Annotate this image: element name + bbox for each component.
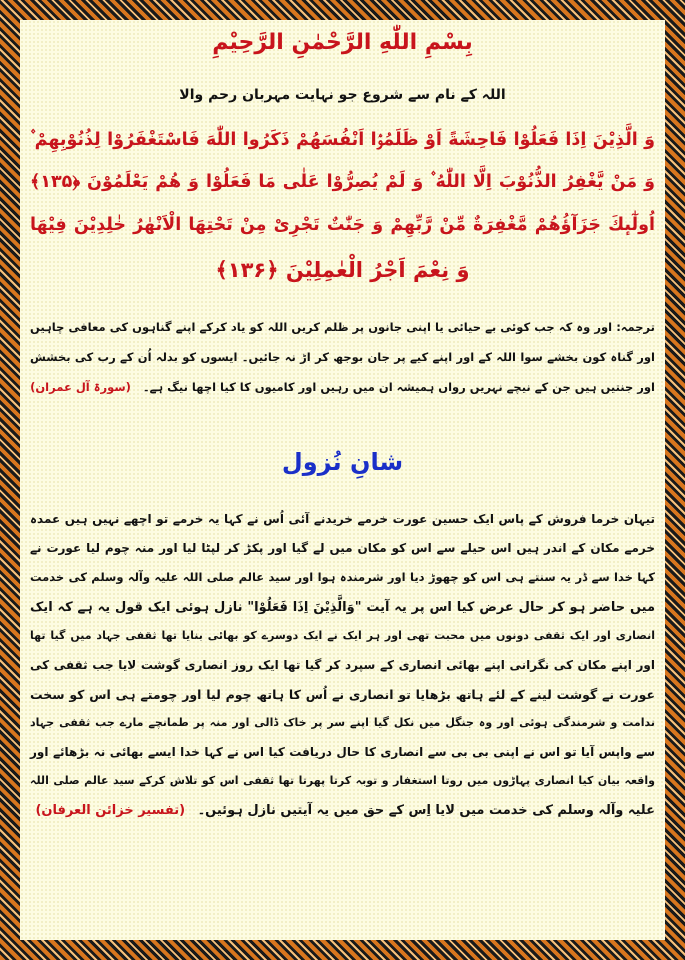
body-line: تیہان خرما فروش کے پاس ایک حسین عورت خرمے خریدنے آئی اُس نے کہا یہ خرمے تو اچھے نہیں ہیں عمدہ	[30, 512, 655, 526]
section-heading: شانِ نُزول	[281, 448, 404, 476]
translation-line: اور گناہ کون بخشے سوا اللہ کے اور اپنے کیے پر جان بوجھ کر اڑ نہ جائیں۔ ایسوں کو بدلہ اُن کے رب کی بخشش	[30, 350, 655, 364]
body-line-last	[30, 803, 655, 818]
body-source: (تفسیر خزائن العرفان)	[35, 803, 186, 818]
translation-line-last	[30, 380, 655, 394]
body-line: ندامت و شرمندگی ہوئی اور وہ جنگل میں نکل گیا اپنے سر پر خاک ڈالی اور منہ پر طمانچے مارے جب ثقفی جہاد	[30, 716, 655, 729]
body-line: اور اپنے مکان کی نگرانی اپنے بھائی انصاری کے سپرد کر گیا تھا ایک روز انصاری گوشت لایا جب ثقفی کی	[30, 658, 655, 672]
bismillah: بِسْمِ اللّٰهِ الرَّحْمٰنِ الرَّحِیْمِ	[212, 30, 473, 55]
body-line: انصاری اور ایک ثقفی دونوں میں محبت تھی اور ہر ایک نے ایک دوسرے کو بھائی بنایا تھا ثقفی جہاد میں گیا تھا	[30, 629, 655, 642]
body-line: سے واپس آیا تو اس نے اپنی بی بی سے انصاری کا حال دریافت کیا اس نے کہا خدا ایسے بھائی نہ بڑھائے اور	[30, 745, 655, 759]
body-line: خرمے مکان کے اندر ہیں اس حیلے سے اس کو مکان میں لے گیا اور پکڑ کر لپٹا لیا اور منہ چوم لیا عورت نے	[30, 541, 655, 555]
translation-text: اور جنتیں ہیں جن کے نیچے نہریں رواں ہمیشہ ان میں رہیں اور کامیوں کا کیا اچھا نیگ ہے۔	[142, 380, 655, 394]
verse-line: وَ الَّذِیْنَ اِذَا فَعَلُوْا فَاحِشَةً اَوْ ظَلَمُوْۤا اَنْفُسَهُمْ ذَكَرُوا اللّٰهَ فَاسْتَغْفَرُوْا لِذُنُوْبِهِمْ ۫	[30, 130, 655, 150]
body-line: کہا خدا سے ڈر یہ سنتے ہی اس کو چھوڑ دیا اور شرمندہ ہوا اور سید عالم صلی اللہ علیہ وآلہ وسلم کی خدمت	[30, 570, 655, 584]
verse-line: وَ نِعْمَ اَجْرُ الْعٰمِلِیْنَ ﴿۱۳۶﴾	[215, 258, 470, 282]
body-line: عورت نے گوشت لینے کے لئے ہاتھ بڑھایا تو انصاری نے اُس کا ہاتھ چوم لیا اور چومتے ہی اس کو سخت	[30, 687, 655, 702]
body-text: علیہ وآلہ وسلم کی خدمت میں لایا اِس کے حق میں یہ آیتیں نازل ہوئیں۔	[197, 803, 655, 818]
translation-line: ترجمہ: اور وہ کہ جب کوئی بے حیائی یا اپنی جانوں پر ظلم کریں اللہ کو یاد کرکے اپنے گناہوں کی معافی چاہیں	[30, 320, 655, 334]
body-line: واقعہ بیان کیا انصاری پہاڑوں میں روتا استغفار و توبہ کرتا پھرتا تھا ثقفی اس کو تلاش کرکے سید عالم صلی اللہ	[30, 774, 655, 787]
body-line: میں حاضر ہو کر حال عرض کیا اس پر یہ آیت "وَالَّذِیْنَ اِذَا فَعَلُوْا" نازل ہوئی ایک قول یہ ہے کہ ایک	[30, 600, 655, 615]
bismillah-translation: اللہ کے نام سے شروع جو نہایت مہربان رحم والا	[179, 87, 506, 103]
page	[20, 20, 665, 940]
verse-line: اُولٰٓىٕكَ جَزَآؤُهُمْ مَّغْفِرَةٌ مِّنْ رَّبِّهِمْ وَ جَنّٰتٌ تَجْرِیْ مِنْ تَحْتِهَا الْاَنْهٰرُ خٰلِدِیْنَ فِیْهَا	[30, 215, 655, 235]
translation-source: (سورۃ آل عمران)	[30, 380, 131, 394]
verse-line: وَ مَنْ یَّغْفِرُ الذُّنُوْبَ اِلَّا اللّٰهُ ۫ وَ لَمْ یُصِرُّوْا عَلٰى مَا فَعَلُوْا وَ هُمْ یَعْلَمُوْنَ ﴿۱۳۵﴾	[30, 172, 655, 192]
